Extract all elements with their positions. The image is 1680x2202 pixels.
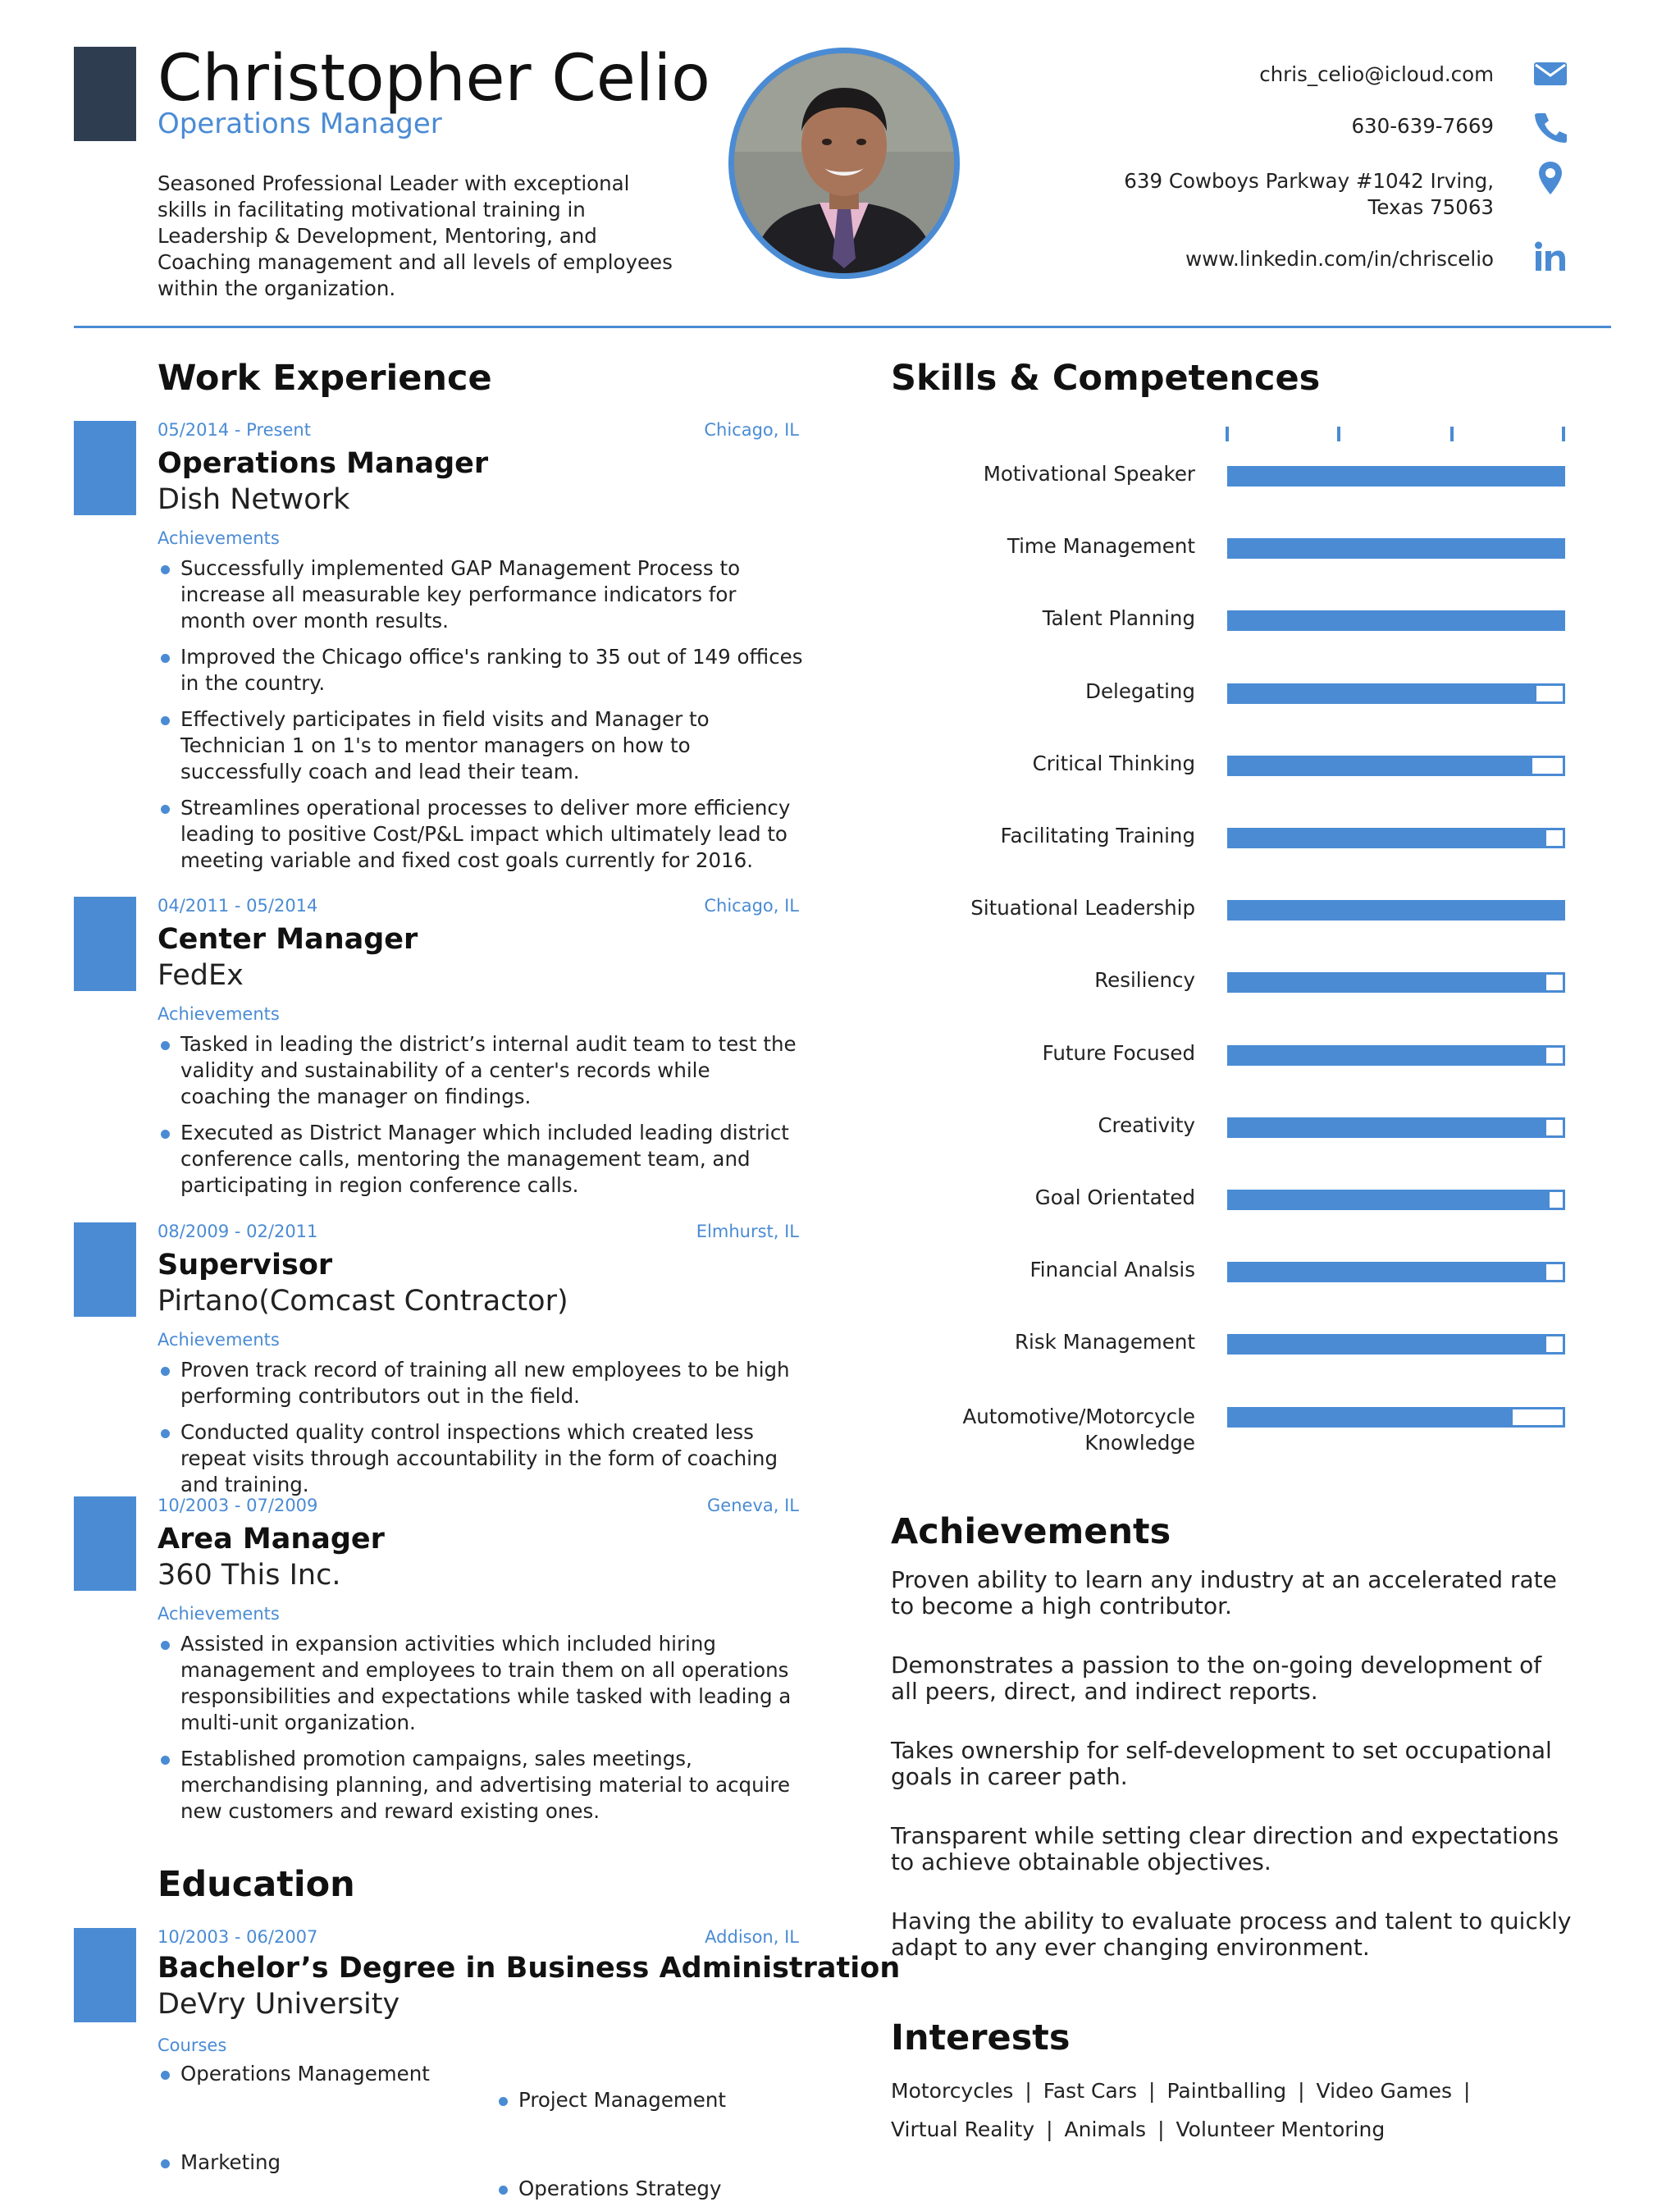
skill-label: Creativity bbox=[1098, 1112, 1195, 1137]
job-date: 10/2003 - 07/2009 bbox=[158, 1496, 318, 1515]
course-item: Marketing bbox=[158, 2149, 1680, 2176]
list-item: Proven track record of training all new employees to be high performing contributors out in the field. bbox=[158, 1357, 806, 1409]
skill-bar-fill bbox=[1230, 1336, 1546, 1352]
job-title: Area Manager bbox=[158, 1523, 385, 1556]
job-location: Chicago, IL bbox=[704, 896, 799, 916]
skill-label: Future Focused bbox=[1042, 1040, 1195, 1065]
list-item: Streamlines operational processes to deliver more efficiency leading to positive Cost/P&L impact which ultimately lead to meeting variable and fixed cost goals currently for 2016. bbox=[158, 795, 806, 874]
skill-label: Goal Orientated bbox=[1034, 1186, 1195, 1209]
job-title: Operations Manager bbox=[158, 447, 489, 480]
education-school: DeVry University bbox=[158, 1988, 400, 2021]
list-item: Improved the Chicago office's ranking to 35 out of 149 offices in the country. bbox=[158, 644, 806, 697]
skill-bar-fill bbox=[1230, 758, 1532, 774]
course-item: Project Management bbox=[495, 2087, 1680, 2113]
list-item: Tasked in leading the district’s internal audit team to test the validity and sustainability of a center's records while coaching the manager on findings. bbox=[158, 1031, 806, 1110]
job-achievements-list bbox=[158, 1031, 806, 1208]
contact-address bbox=[1124, 168, 1494, 221]
job-date: 08/2009 - 02/2011 bbox=[158, 1222, 318, 1241]
address-line-2: Texas 75063 bbox=[1367, 195, 1494, 219]
job-achievements-label: Achievements bbox=[158, 1004, 280, 1024]
course-item: Operations Strategy bbox=[495, 2176, 1680, 2202]
interests-line bbox=[891, 2116, 1385, 2144]
achievement-item: Demonstrates a passion to the on-going development of all peers, direct, and indirect reports. bbox=[891, 1652, 1542, 1705]
skill-bar bbox=[1227, 756, 1565, 776]
course-item: Operations Management bbox=[158, 2061, 1680, 2087]
interest-separator: | bbox=[1157, 2117, 1165, 2141]
achievement-item: Takes ownership for self-development to set occupational goals in career path. bbox=[891, 1737, 1552, 1790]
job-achievements-label: Achievements bbox=[158, 1604, 280, 1624]
interest-item: Motorcycles bbox=[891, 2079, 1014, 2103]
job-title: Supervisor bbox=[158, 1249, 333, 1281]
job-company: Pirtano(Comcast Contractor) bbox=[158, 1285, 568, 1318]
achievement-item: Proven ability to learn any industry at an accelerated rate to become a high contributor. bbox=[891, 1566, 1557, 1620]
contact-linkedin[interactable]: www.linkedin.com/in/chriscelio bbox=[1185, 247, 1494, 271]
address-line-1: 639 Cowboys Parkway #1042 Irving, bbox=[1124, 169, 1494, 193]
skill-label: Critical Thinking bbox=[1032, 751, 1195, 775]
list-item: Conducted quality control inspections which created less repeat visits through accountability in the form of coaching and training. bbox=[158, 1419, 806, 1498]
skill-label: Situational Leadership bbox=[970, 896, 1195, 921]
job-title: Center Manager bbox=[158, 923, 418, 956]
interest-item: Paintballing bbox=[1166, 2079, 1287, 2103]
skill-bar bbox=[1227, 538, 1565, 559]
skill-bar-fill bbox=[1230, 1409, 1513, 1425]
contact-phone[interactable]: 630-639-7669 bbox=[1351, 114, 1494, 138]
job-marker bbox=[74, 897, 136, 991]
skill-bar-fill bbox=[1230, 613, 1563, 628]
job-date: 04/2011 - 05/2014 bbox=[158, 896, 318, 916]
job-achievements-label: Achievements bbox=[158, 528, 280, 548]
achievement-item: Having the ability to evaluate process and talent to quickly adapt to any ever changing environment. bbox=[891, 1907, 1572, 1961]
skill-bar bbox=[1227, 1407, 1565, 1428]
profile-photo bbox=[728, 48, 960, 279]
achievements-title: Achievements bbox=[891, 1511, 1171, 1552]
interest-item: Virtual Reality bbox=[891, 2117, 1035, 2141]
skills-title: Skills & Competences bbox=[891, 358, 1321, 399]
interest-item: Fast Cars bbox=[1043, 2079, 1138, 2103]
skill-scale-tick bbox=[1450, 427, 1454, 441]
skill-bar bbox=[1227, 466, 1565, 487]
skill-bar-fill bbox=[1230, 1120, 1546, 1135]
work-experience-title: Work Experience bbox=[158, 358, 492, 399]
interests-line bbox=[891, 2077, 1481, 2105]
job-achievements-list bbox=[158, 555, 806, 884]
job-marker bbox=[74, 1222, 136, 1317]
skill-bar bbox=[1227, 900, 1565, 921]
interests-title: Interests bbox=[891, 2017, 1071, 2058]
skill-label: Talent Planning bbox=[1042, 606, 1195, 631]
skill-scale-tick bbox=[1226, 427, 1229, 441]
linkedin-icon bbox=[1532, 240, 1568, 276]
interest-separator: | bbox=[1463, 2079, 1471, 2103]
education-location: Addison, IL bbox=[705, 1927, 799, 1947]
skill-bar bbox=[1227, 1334, 1565, 1355]
skill-label: Delegating bbox=[1085, 678, 1195, 703]
profile-photo-illustration bbox=[734, 53, 954, 273]
candidate-role: Operations Manager bbox=[158, 107, 442, 140]
skill-bar-fill bbox=[1230, 1264, 1546, 1280]
header-divider bbox=[74, 326, 1611, 328]
list-item: Effectively participates in field visits and Manager to Technician 1 on 1's to mentor managers on how to successfully coach and lead their team. bbox=[158, 706, 806, 785]
job-achievements-list bbox=[158, 1631, 806, 1834]
skill-bar-fill bbox=[1230, 1192, 1550, 1208]
contact-email[interactable]: chris_celio@icloud.com bbox=[1259, 62, 1494, 86]
interest-separator: | bbox=[1148, 2079, 1156, 2103]
job-location: Elmhurst, IL bbox=[696, 1222, 799, 1241]
phone-icon bbox=[1532, 108, 1568, 144]
skill-bar-fill bbox=[1230, 468, 1563, 484]
job-marker bbox=[74, 421, 136, 515]
job-achievements-list bbox=[158, 1357, 806, 1508]
skill-bar bbox=[1227, 1117, 1565, 1138]
job-location: Geneva, IL bbox=[707, 1496, 799, 1515]
job-company: 360 This Inc. bbox=[158, 1559, 341, 1592]
interest-separator: | bbox=[1298, 2079, 1305, 2103]
skill-bar-fill bbox=[1230, 686, 1536, 701]
skill-bar bbox=[1227, 1262, 1565, 1282]
skill-label: Time Management bbox=[1007, 534, 1195, 559]
job-marker bbox=[74, 1496, 136, 1591]
profile-summary: Seasoned Professional Leader with exceptional skills in facilitating motivational training in Leadership & Development, Mentoring, and Coaching management and all levels of employees within the organization. bbox=[158, 171, 673, 300]
skill-bar-fill bbox=[1230, 830, 1546, 846]
interest-item: Volunteer Mentoring bbox=[1176, 2117, 1386, 2141]
skill-bar bbox=[1227, 972, 1565, 993]
education-date: 10/2003 - 06/2007 bbox=[158, 1927, 318, 1947]
skill-bar-fill bbox=[1230, 1048, 1546, 1063]
skill-bar bbox=[1227, 1045, 1565, 1066]
skill-bar bbox=[1227, 683, 1565, 704]
interest-separator: | bbox=[1046, 2117, 1053, 2141]
interest-item: Animals bbox=[1064, 2117, 1147, 2141]
education-marker bbox=[74, 1928, 136, 2022]
list-item: Executed as District Manager which included leading district conference calls, mentoring the management team, and participating in region conference calls. bbox=[158, 1120, 806, 1199]
skill-label: Facilitating Training bbox=[1000, 824, 1195, 847]
job-company: FedEx bbox=[158, 959, 244, 992]
list-item: Successfully implemented GAP Management Process to increase all measurable key performance indicators for month over month results. bbox=[158, 555, 806, 634]
skill-bar bbox=[1227, 610, 1565, 631]
envelope-icon bbox=[1532, 56, 1568, 92]
skill-scale-tick bbox=[1562, 427, 1565, 441]
education-title: Education bbox=[158, 1864, 355, 1905]
skill-label: Resiliency bbox=[1094, 968, 1195, 993]
achievement-item: Transparent while setting clear direction and expectations to achieve obtainable objectives. bbox=[891, 1822, 1559, 1875]
skill-scale-tick bbox=[1337, 427, 1340, 441]
interest-item: Video Games bbox=[1316, 2079, 1452, 2103]
skill-bar-fill bbox=[1230, 902, 1563, 918]
list-item: Established promotion campaigns, sales meetings, merchandising planning, and advertising material to acquire new customers and reward existing ones. bbox=[158, 1746, 806, 1825]
name-accent-bar bbox=[74, 47, 136, 141]
interest-separator: | bbox=[1025, 2079, 1032, 2103]
skill-bar-fill bbox=[1230, 541, 1563, 556]
job-date: 05/2014 - Present bbox=[158, 420, 311, 440]
job-company: Dish Network bbox=[158, 483, 350, 516]
skill-label: Risk Management bbox=[1015, 1330, 1195, 1355]
job-location: Chicago, IL bbox=[704, 420, 799, 440]
skill-bar bbox=[1227, 828, 1565, 848]
skill-label: Automotive/Motorcycle Knowledge bbox=[962, 1404, 1195, 1455]
job-achievements-label: Achievements bbox=[158, 1330, 280, 1350]
map-pin-icon bbox=[1532, 160, 1568, 196]
skill-bar bbox=[1227, 1190, 1565, 1210]
education-degree: Bachelor’s Degree in Business Administration bbox=[158, 1952, 901, 1985]
skill-bar-fill bbox=[1230, 975, 1546, 990]
skill-label: Financial Analsis bbox=[1029, 1258, 1195, 1282]
list-item: Assisted in expansion activities which included hiring management and employees to train them on all operations responsibilities and expectations while tasked with leading a multi-unit organization. bbox=[158, 1631, 806, 1736]
skill-label: Motivational Speaker bbox=[983, 462, 1195, 486]
education-courses-label: Courses bbox=[158, 2035, 227, 2055]
candidate-name: Christopher Celio bbox=[158, 42, 710, 116]
